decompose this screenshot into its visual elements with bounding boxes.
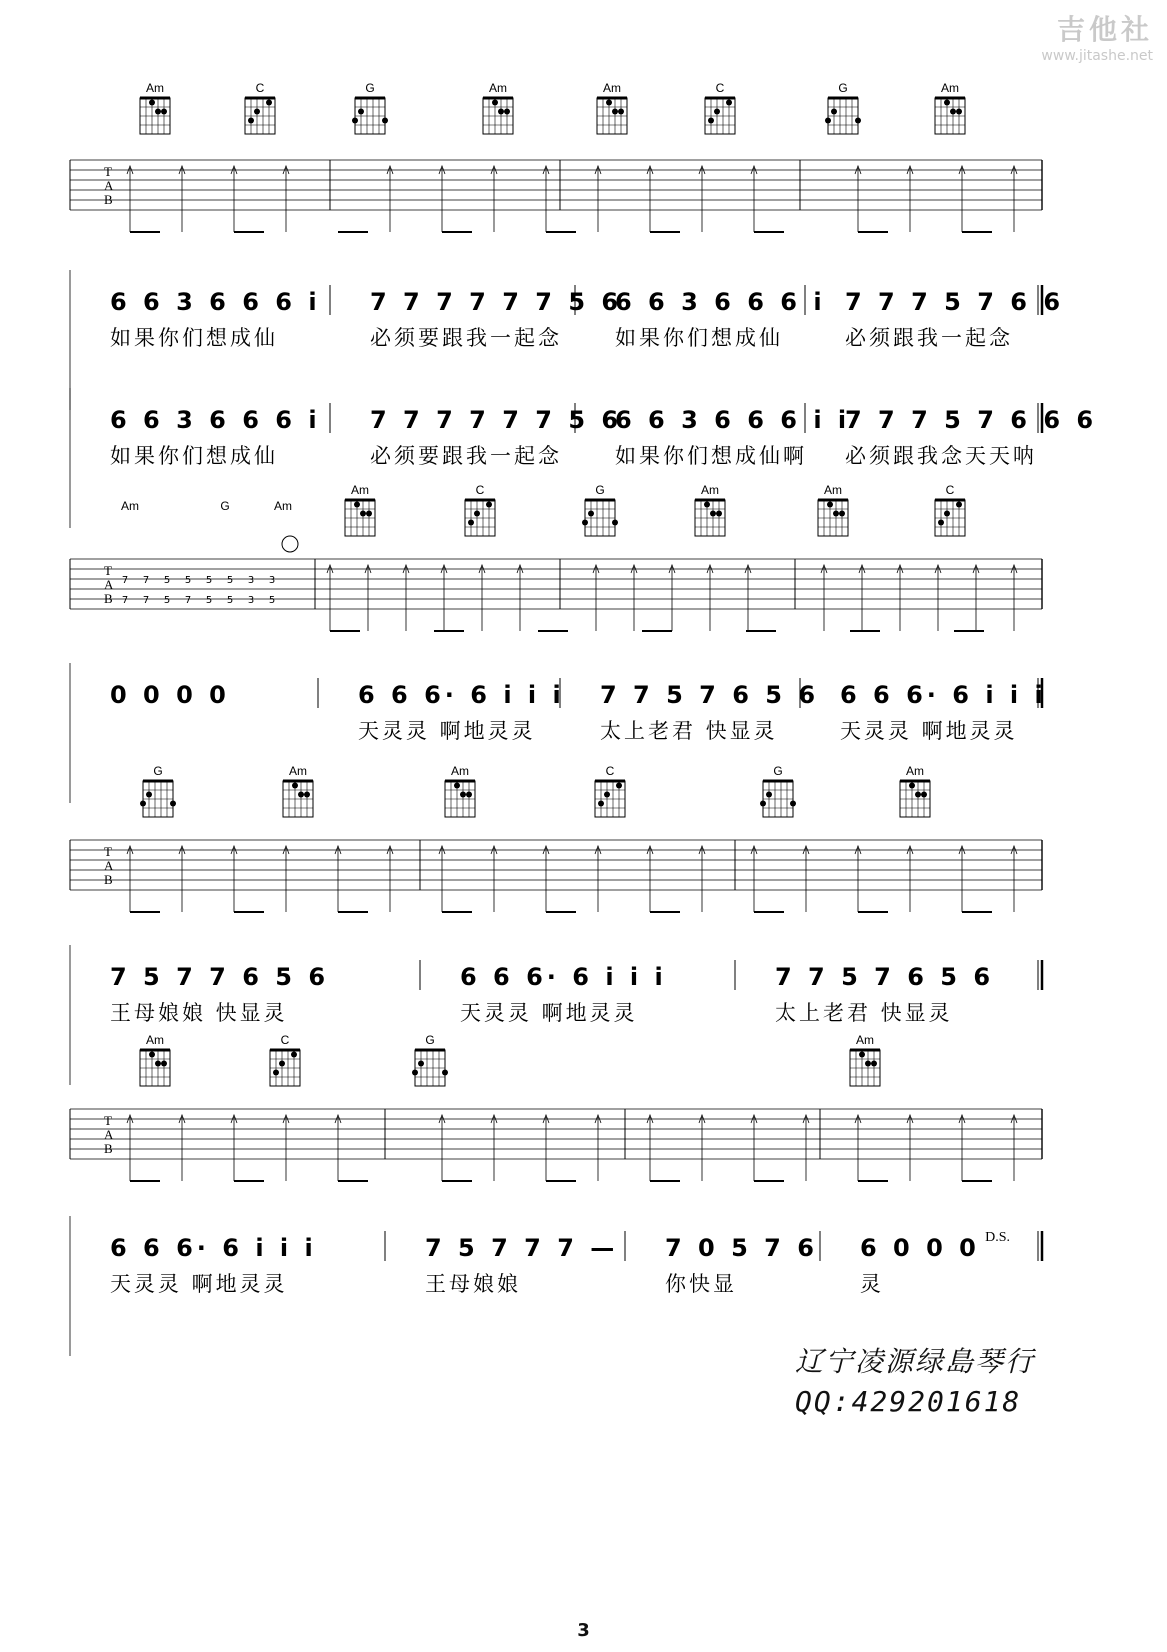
chord-dot — [790, 801, 796, 807]
jianpu-notes: 0 0 0 0 — [110, 681, 230, 709]
chord-dot — [254, 109, 260, 115]
chord-dot — [442, 1070, 448, 1076]
chord-dot — [839, 511, 845, 517]
jianpu-notes: 6 6 3 6 6 6 i i — [615, 406, 851, 434]
lyrics: 天灵灵 啊地灵灵 — [460, 1001, 638, 1025]
chord-name: G — [838, 81, 848, 95]
tab-clef-letter: A — [104, 178, 114, 193]
chord-name: Am — [351, 483, 369, 497]
lyrics: 王母娘娘 — [425, 1272, 521, 1296]
chord-dot — [921, 792, 927, 798]
chord-dot — [944, 100, 950, 106]
chord-dot — [956, 502, 962, 508]
chord-dot — [825, 118, 831, 124]
chord-dot — [170, 801, 176, 807]
chord-name: Am — [274, 499, 292, 513]
chord-name: Am — [824, 483, 842, 497]
chord-dot — [155, 109, 161, 115]
chord-dot — [298, 792, 304, 798]
shop-name: 辽宁凌源绿島琴行 — [795, 1345, 1036, 1378]
chord-dot — [726, 100, 732, 106]
chord-name: G — [153, 764, 163, 778]
chord-dot — [606, 100, 612, 106]
tab-clef-letter: T — [104, 844, 112, 859]
chord-dot — [833, 511, 839, 517]
chord-name: G — [773, 764, 783, 778]
chord-dot — [454, 783, 460, 789]
chord-name: G — [425, 1033, 435, 1047]
tab-fret-number: 5 — [205, 575, 213, 586]
chord-dot — [710, 511, 716, 517]
jianpu-notes: 7 7 5 7 6 5 6 — [600, 681, 820, 709]
jianpu-notes: 7 5 7 7 7 — — [425, 1234, 619, 1262]
chord-dot — [358, 109, 364, 115]
tab-clef-letter: A — [104, 1127, 114, 1142]
tab-fret-number: 5 — [163, 575, 171, 586]
chord-dot — [366, 511, 372, 517]
lyrics: 太上老君 快显灵 — [775, 1001, 953, 1025]
jianpu-notes: 6 6 3 6 6 6 i — [110, 288, 321, 316]
jianpu-notes: 7 7 7 5 7 6 6 6 — [845, 406, 1098, 434]
mute-mark — [282, 536, 298, 552]
chord-dot — [474, 511, 480, 517]
watermark-brand: 吉他社 — [1056, 13, 1153, 46]
chord-dot — [760, 801, 766, 807]
chord-name: G — [220, 499, 230, 513]
chord-dot — [149, 1052, 155, 1058]
tab-fret-number: 5 — [226, 595, 234, 606]
tab-fret-number: 5 — [205, 595, 213, 606]
chord-dot — [418, 1061, 424, 1067]
chord-dot — [248, 118, 254, 124]
chord-name: C — [280, 1033, 290, 1047]
chord-name: C — [605, 764, 615, 778]
tab-clef-letter: A — [104, 577, 114, 592]
chord-dot — [161, 109, 167, 115]
jianpu-notes: 7 7 7 7 7 7 5 6 — [370, 288, 623, 316]
watermark-site: www.jitashe.net — [1041, 48, 1153, 64]
jianpu-notes: 6 6 3 6 6 6 i — [110, 406, 321, 434]
chord-dot — [155, 1061, 161, 1067]
chord-dot — [938, 520, 944, 526]
chord-dot — [598, 801, 604, 807]
lyrics: 天灵灵 啊地灵灵 — [110, 1272, 288, 1296]
tab-fret-number: 5 — [184, 575, 192, 586]
jianpu-notes: 7 7 7 7 7 7 5 6 — [370, 406, 623, 434]
chord-name: Am — [701, 483, 719, 497]
chord-dot — [492, 100, 498, 106]
tab-fret-number: 3 — [268, 575, 276, 586]
chord-dot — [354, 502, 360, 508]
jianpu-notes: 7 7 5 7 6 5 6 — [775, 963, 995, 991]
jianpu-notes: 6 6 6· 6 i i i — [110, 1234, 317, 1262]
tab-clef-letter: B — [104, 192, 113, 207]
jianpu-notes: 6 6 6· 6 i i i — [460, 963, 667, 991]
chord-dot — [279, 1061, 285, 1067]
chord-dot — [498, 109, 504, 115]
chord-dot — [616, 783, 622, 789]
chord-name: Am — [941, 81, 959, 95]
tab-fret-number: 7 — [142, 595, 150, 606]
chord-dot — [827, 502, 833, 508]
chord-name: C — [255, 81, 265, 95]
chord-name: Am — [906, 764, 924, 778]
chord-name: Am — [603, 81, 621, 95]
ds-marking: D.S. — [985, 1230, 1010, 1245]
chord-dot — [273, 1070, 279, 1076]
jianpu-notes: 7 5 7 7 6 5 6 — [110, 963, 330, 991]
tab-clef-letter: T — [104, 1113, 112, 1128]
chord-dot — [412, 1070, 418, 1076]
tab-clef-letter: B — [104, 591, 113, 606]
chord-name: G — [365, 81, 375, 95]
chord-dot — [466, 792, 472, 798]
jianpu-notes: 6 0 0 0 — [860, 1234, 980, 1262]
tab-clef-letter: B — [104, 1141, 113, 1156]
lyrics: 必须跟我一起念 — [845, 326, 1013, 350]
chord-dot — [909, 783, 915, 789]
chord-name: Am — [856, 1033, 874, 1047]
jianpu-notes: 6 6 6· 6 i i i — [358, 681, 565, 709]
chord-dot — [291, 1052, 297, 1058]
chord-name: Am — [146, 1033, 164, 1047]
jianpu-notes: 6 6 6· 6 i i i — [840, 681, 1047, 709]
jianpu-notes: 7 0 5 7 6 — [665, 1234, 818, 1262]
tab-fret-number: 5 — [163, 595, 171, 606]
jianpu-notes: 6 6 3 6 6 6 i — [615, 288, 826, 316]
chord-dot — [304, 792, 310, 798]
jianpu-notes: 7 7 7 5 7 6 6 — [845, 288, 1065, 316]
tab-fret-number: 7 — [142, 575, 150, 586]
lyrics: 如果你们想成仙啊 — [615, 444, 807, 468]
chord-dot — [352, 118, 358, 124]
chord-dot — [915, 792, 921, 798]
tab-fret-number: 7 — [121, 595, 129, 606]
chord-name: C — [945, 483, 955, 497]
chord-dot — [486, 502, 492, 508]
lyrics: 天灵灵 啊地灵灵 — [840, 719, 1018, 743]
chord-dot — [716, 511, 722, 517]
chord-dot — [292, 783, 298, 789]
tab-clef-letter: A — [104, 858, 114, 873]
chord-dot — [865, 1061, 871, 1067]
chord-name: Am — [289, 764, 307, 778]
lyrics: 必须要跟我一起念 — [370, 326, 562, 350]
chord-name: Am — [146, 81, 164, 95]
tab-clef-letter: B — [104, 872, 113, 887]
tab-fret-number: 5 — [268, 595, 276, 606]
chord-dot — [604, 792, 610, 798]
lyrics: 你快显 — [665, 1272, 737, 1296]
contact-qq: QQ:429201618 — [795, 1385, 1022, 1418]
chord-name: Am — [451, 764, 469, 778]
chord-dot — [612, 109, 618, 115]
tab-fret-number: 3 — [247, 595, 255, 606]
chord-dot — [266, 100, 272, 106]
tab-clef-letter: T — [104, 164, 112, 179]
tab-fret-number: 7 — [184, 595, 192, 606]
lyrics: 天灵灵 啊地灵灵 — [358, 719, 536, 743]
chord-dot — [708, 118, 714, 124]
chord-dot — [956, 109, 962, 115]
chord-dot — [140, 801, 146, 807]
chord-dot — [460, 792, 466, 798]
chord-dot — [382, 118, 388, 124]
lyrics: 如果你们想成仙 — [110, 326, 278, 350]
chord-dot — [618, 109, 624, 115]
lyrics: 太上老君 快显灵 — [600, 719, 778, 743]
chord-dot — [871, 1061, 877, 1067]
chord-dot — [950, 109, 956, 115]
tab-fret-number: 3 — [247, 575, 255, 586]
lyrics: 如果你们想成仙 — [110, 444, 278, 468]
tab-fret-number: 7 — [121, 575, 129, 586]
chord-name: C — [475, 483, 485, 497]
chord-name: C — [715, 81, 725, 95]
lyrics: 必须跟我念天天呐 — [845, 444, 1037, 468]
chord-dot — [831, 109, 837, 115]
chord-dot — [588, 511, 594, 517]
tab-clef-letter: T — [104, 563, 112, 578]
chord-dot — [582, 520, 588, 526]
chord-dot — [146, 792, 152, 798]
chord-dot — [161, 1061, 167, 1067]
chord-dot — [504, 109, 510, 115]
chord-name: G — [595, 483, 605, 497]
chord-name: Am — [121, 499, 139, 513]
lyrics: 灵 — [860, 1272, 884, 1296]
lyrics: 必须要跟我一起念 — [370, 444, 562, 468]
lyrics: 如果你们想成仙 — [615, 326, 783, 350]
chord-dot — [944, 511, 950, 517]
chord-dot — [766, 792, 772, 798]
page-number: 3 — [577, 1620, 590, 1641]
lyrics: 王母娘娘 快显灵 — [110, 1001, 288, 1025]
chord-dot — [714, 109, 720, 115]
chord-dot — [704, 502, 710, 508]
chord-dot — [149, 100, 155, 106]
chord-dot — [612, 520, 618, 526]
chord-dot — [859, 1052, 865, 1058]
chord-dot — [360, 511, 366, 517]
chord-name: Am — [489, 81, 507, 95]
chord-dot — [468, 520, 474, 526]
tab-fret-number: 5 — [226, 575, 234, 586]
chord-dot — [855, 118, 861, 124]
